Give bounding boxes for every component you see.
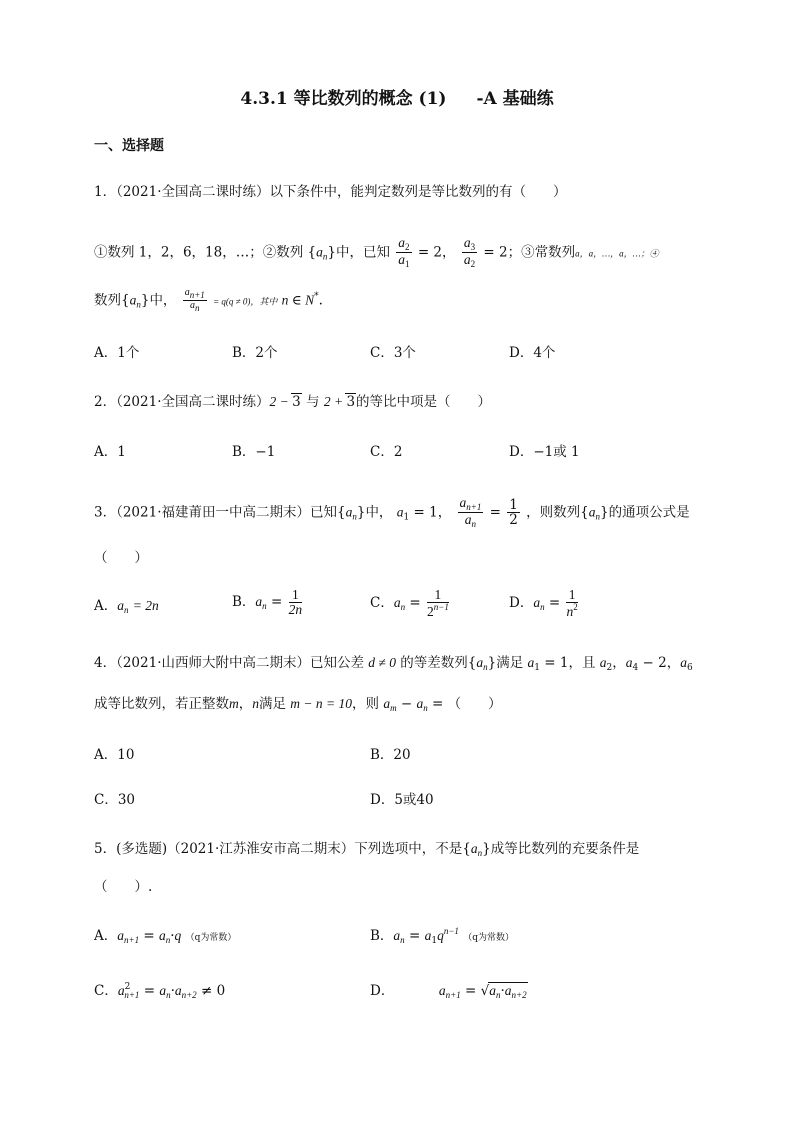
q5-paren: （ ）.: [94, 879, 153, 895]
q1-lead: 1．（2021·全国高二课时练）以下条件中，能判定数列是等比数列的有（ ）: [94, 184, 567, 200]
q3-frac: $\frac{a_{n+1}}{a_n}$: [459, 495, 482, 530]
q5-lead: 5．(多选题)（2021·江苏淮安市高二期末）下列选项中，不是$\{a_n\}$成等比数列的充要条件是: [94, 841, 640, 858]
q1-option-c[interactable]: C．3个: [370, 345, 416, 361]
q4-option-a[interactable]: A．10: [94, 747, 135, 763]
q1-line3: 数列$\{a_n\}$中， $\frac{an+1}{an}$ = q(q ≠ 0)，其中 n ∈ N*.: [94, 287, 323, 314]
q1-option-d[interactable]: D．4个: [509, 345, 556, 361]
q1-frac3: $\frac{an+1}{an}$: [184, 287, 205, 314]
q4-line2: 成等比数列，若正整数m，n满足 m − n = 10，则 $a_m - a_n$ = （ ）: [94, 696, 502, 713]
q1-frac2: $\frac{a_3}{a_2}$: [463, 235, 476, 270]
q1-option-b[interactable]: B．2个: [232, 345, 278, 361]
q4-option-c[interactable]: C．30: [94, 792, 136, 808]
q4-option-b[interactable]: B．20: [370, 747, 411, 763]
q3-option-c[interactable]: C．$a_n$ = $\frac{1}{2^{n-1}}$: [370, 587, 449, 620]
section-heading: 一、选择题: [94, 138, 164, 154]
q3-lead: 3．（2021·福建莆田一中高二期末）已知$\{a_n\}$中， $a_1 = 1$， $\frac{a_{n+1}}{a_n}$ = $\frac{1}{2}$ ，则数列$\{a_n\}$的通项公式是: [94, 495, 690, 530]
q3-paren: （ ）: [94, 550, 148, 566]
q5-option-c[interactable]: C．$a^2_{n+1} = a_n\cdot a_{n+2} \ne 0$: [94, 982, 226, 1000]
q3-option-b[interactable]: B．$a_n$ = $\frac{1}{2n}$: [232, 587, 303, 618]
q2-option-b[interactable]: B．−1: [232, 444, 276, 460]
q3-option-d[interactable]: D．$a_n$ = $\frac{1}{n^2}$: [509, 587, 578, 620]
q5-option-a[interactable]: A．$a_{n+1} = a_n\cdot q$ （q为常数）: [94, 928, 237, 945]
q2-option-c[interactable]: C．2: [370, 444, 403, 460]
q2-lead: 2．（2021·全国高二课时练）2 − 3 与 2 + 3的等比中项是（ ）: [94, 394, 492, 410]
q5-option-d[interactable]: D． $a_{n+1} = √a_n\cdot a_{n+2}$: [370, 983, 527, 1000]
q3-half: $\frac{1}{2}$: [509, 497, 518, 529]
q1-frac1: $\frac{a_2}{a_1}$: [398, 235, 410, 270]
title-suffix: -A 基础练: [476, 89, 554, 109]
q5-option-b[interactable]: B．$a_n = a_1q^{n-1}$ （q为常数）: [370, 926, 514, 946]
title-main: 4.3.1 等比数列的概念 (1): [240, 89, 447, 109]
q2-option-a[interactable]: A．1: [94, 444, 126, 460]
q4-option-d[interactable]: D．5或40: [370, 792, 434, 808]
q3-option-a[interactable]: A．$a_n = 2n$: [94, 598, 159, 615]
q4-lead: 4．（2021·山西师大附中高二期末）已知公差 d ≠ 0 的等差数列$\{a_n\}$满足 $a_1 = 1$，且 $a_2$，$a_4 - 2$，$a_6$: [94, 655, 693, 673]
q1-option-a[interactable]: A．1个: [94, 345, 140, 361]
q1-line2: ①数列 1，2，6，18，…；②数列 $\{a_n\}$中，已知 $\frac{a_2}{a_1}$ = 2， $\frac{a_3}{a_2}$ = 2；③常数列a，a，…，a，…；④: [94, 235, 659, 270]
page-title: [0, 84, 794, 109]
q2-option-d[interactable]: D．−1或 1: [509, 444, 580, 460]
